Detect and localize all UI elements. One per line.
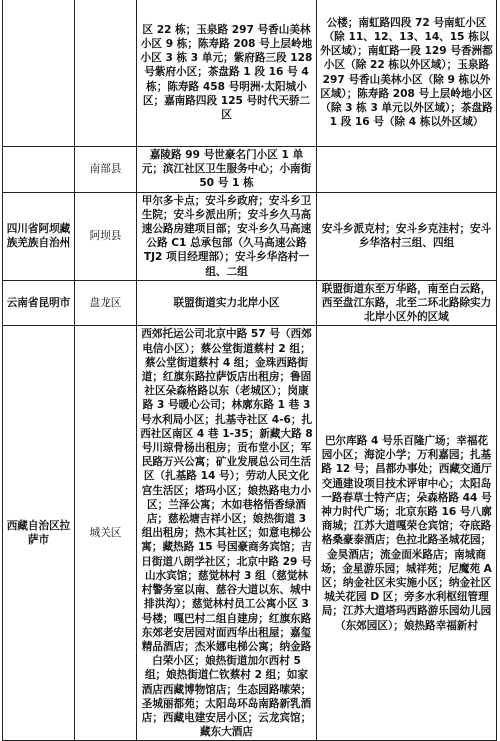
high-risk-cell: 甲尔多卡点；安斗乡政府；安斗乡卫生院；安斗乡派出所；安斗乡久马高速公路房建项目部；安斗乡久马高速公路 C1 总承包部（久马高速公路 TJ2 项目经理部）；安斗乡华洛村一组、二组	[137, 192, 317, 280]
province-cell: 云南省昆明市	[3, 280, 75, 326]
district-cell: 盘龙区	[75, 280, 137, 326]
medium-risk-cell: 联盟街道东至万华路，南至白云路，西至盘江东路，北至二环北路除实力北岸小区外的区域	[317, 280, 497, 326]
table-row	[3, 0, 497, 147]
medium-risk-cell: 巴尔库路 4 号乐百隆广场；幸福花园小区；海淀小学；万利嘉园；扎基路 12 号；昌都办事处；西藏交通厅交通建设项目技术评审中心；太阳岛一路春草士特产店；朵森格路 44 号神力时代广场；北京东路 16 号八廓商城；江苏大道嘎荣仓宾馆；夺底路格桑豪泰酒店；色拉北路圣城花园；金昊酒店；流金面米路店；南城商场；金星游乐园；城祥苑；尼魔苑 A 区；纳金社区未实施小区；纳金社区城关花园 D 区；旁多水利枢纽管理局；江苏大道塔玛西路游乐园幼儿园（东郊园区）；娘热路幸福新村	[317, 326, 497, 741]
medium-risk-cell: 安斗乡派克村；安斗乡克洼村；安斗乡华洛村三组、四组	[317, 192, 497, 280]
document-page	[2, 0, 496, 739]
risk-area-table	[2, 0, 497, 741]
table-row	[3, 192, 497, 280]
district-cell: 南部县	[75, 147, 137, 193]
high-risk-cell: 联盟街道实力北岸小区	[137, 280, 317, 326]
table-row	[3, 326, 497, 741]
table-row	[3, 280, 497, 326]
table-row	[3, 147, 497, 193]
medium-risk-cell	[317, 147, 497, 193]
province-cell: 西藏自治区拉萨市	[3, 326, 75, 741]
high-risk-cell: 区 22 栋；玉泉路 297 号香山美林小区 9 栋；陈寿路 208 号上层岭地小区 3 栋 3 单元；紫府路三段 128 号紫府小区；茶盘路 1 段 16 号 4 栋；陈寿路 458 号明洲·太阳城小区；嘉南路四段 125 号时代天骄二区	[137, 0, 317, 147]
district-cell: 城关区	[75, 326, 137, 741]
district-cell	[75, 0, 137, 147]
medium-risk-cell: 公楼；南虹路四段 72 号南虹小区（除 11、12、13、14、15 栋以外区域）；南虹路一段 129 号香洲都小区（除 22 栋以外区域）；玉泉路 297 号香山美林小区（除 9 栋以外区域）；陈寿路 208 号上层岭地小区（除 3 栋 3 单元以外区域）；茶盘路 1 段 16 号（除 4 栋以外区域）	[317, 0, 497, 147]
province-cell: 四川省阿坝藏族羌族自治州	[3, 192, 75, 280]
high-risk-cell: 嘉陵路 99 号世豪名门小区 1 单元；滨江社区卫生服务中心；小南街 50 号 1 栋	[137, 147, 317, 193]
province-cell	[3, 0, 75, 147]
province-cell	[3, 147, 75, 193]
high-risk-cell: 西郊托运公司北京中路 57 号（西郊电信小区）；蔡公堂街道蔡村 2 组；蔡公堂街道蔡村 4 组；金珠西路街道；红旗东路拉萨饭店出租房；鲁固社区朵森格路以东（老城区）；岗康路 3 号暖心公司；林廓东路 1 巷 3 号水利局小区；扎基寺社区 4-6；扎西社区南区 4 巷 1-35；新藏大路 8 号川琼骨杨出租房；贡布堂小区；军民路万兴公寓；矿业发展总公司生活区（扎基路 14 号）；劳动人民文化宫生活区；塔玛小区；娘热路电力小区；兰泽公寓；木如巷格悟香绿酒店；慈松塘吉祥小区；娘热街道 3 组出租房；热木其社区；如意电梯公寓；藏热路 15 号国豪商务宾馆；吉日街道八朗学社区；北京中路 29 号山水宾馆；慈觉林村 3 组（慈觉林村警务室以南、慈谷大道以东、城中排洪沟）；慈觉林村员工公寓小区 3 号楼；嘎巴村二组自建房；红旗东路东郊老安居园对面西华出租屋；嘉玺精品酒店；杰米娜电梯公寓；纳金路白荣小区；娘热街道加尔西村 5 组；娘热街道仁钦蔡村 2 组；如家酒店西藏博物馆店；生态园路嗦荣；圣城丽都苑；太阳岛环岛南路新乳酒店；西藏电建安居小区；云龙宾馆；藏东大酒店	[137, 326, 317, 741]
district-cell: 阿坝县	[75, 192, 137, 280]
